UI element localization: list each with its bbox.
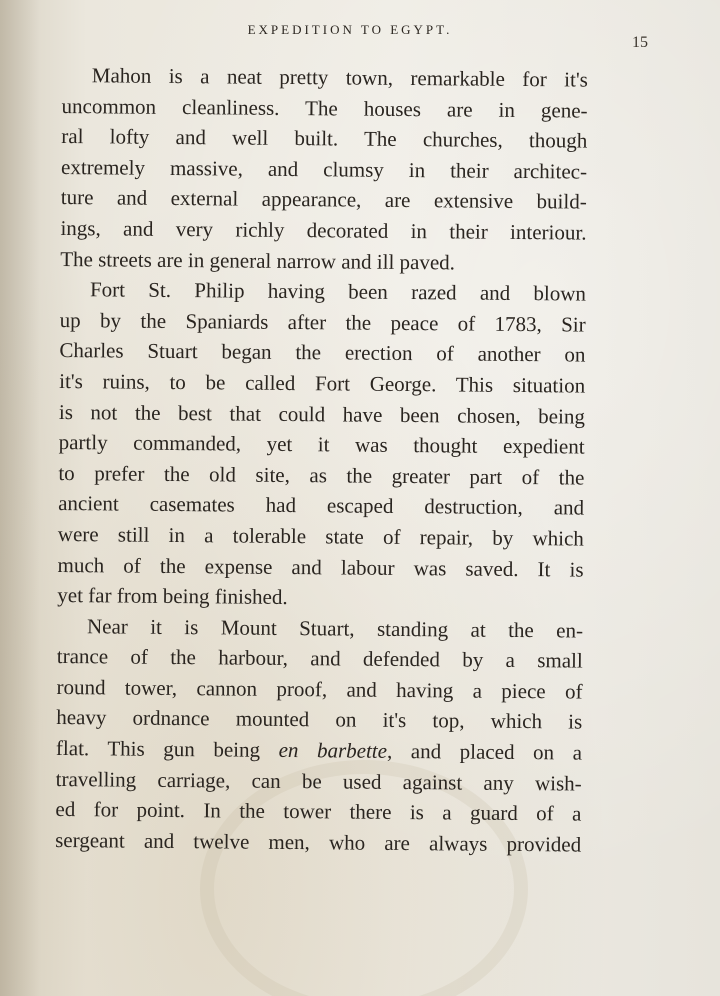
- text-line: it's ruins, to be called Fort George. This situation: [59, 368, 586, 398]
- page-number: 15: [632, 34, 648, 51]
- text-line: is not the best that could have been chosen, being: [58, 399, 586, 429]
- text-segment: flat. This gun being: [55, 736, 279, 762]
- text-line: round tower, cannon proof, and having a piece of: [56, 674, 583, 704]
- text-line: partly commanded, yet it was thought expedient: [58, 430, 585, 459]
- text-segment: , and placed on a: [386, 738, 583, 765]
- text-line: to prefer the old site, as the greater part of the: [58, 460, 585, 490]
- text-line: ings, and very richly decorated in their interiour.: [60, 215, 587, 245]
- text-line: sergeant and twelve men, who are always provided: [55, 827, 582, 857]
- text-line-with-italic: [56, 733, 582, 768]
- text-line: Charles Stuart began the erection of another on: [59, 338, 586, 367]
- text-line: Fort St. Philip having been razed and blown: [89, 277, 587, 306]
- text-line: extremely massive, and clumsy in their architec-: [60, 154, 588, 184]
- text-line: ancient casemates had escaped destruction, and: [58, 491, 585, 520]
- running-head: EXPEDITION TO EGYPT.: [247, 22, 453, 37]
- text-line: heavy ordnance mounted on it's top, which is: [56, 705, 583, 735]
- text-line: uncommon cleanliness. The houses are in gene-: [61, 93, 588, 123]
- text-line: ral lofty and well built. The churches, though: [61, 124, 588, 153]
- italic-phrase: en barbette: [278, 737, 388, 763]
- text-line: yet far from being finished.: [57, 583, 288, 610]
- text-line: Mahon is a neat pretty town, remarkable for it's: [91, 63, 588, 92]
- body-text: [55, 60, 588, 860]
- text-line: trance of the harbour, and defended by a small: [56, 644, 583, 673]
- text-line: travelling carriage, can be used against any wish-: [55, 766, 582, 796]
- text-line: were still in a tolerable state of repair, by which: [57, 521, 584, 551]
- text-line: Near it is Mount Stuart, standing at the en-: [86, 613, 584, 643]
- text-line: much of the expense and labour was saved. It is: [57, 552, 584, 582]
- text-line: ture and external appearance, are extensive build-: [60, 185, 587, 214]
- text-line: The streets are in general narrow and ill paved.: [60, 246, 456, 274]
- text-line: up by the Spaniards after the peace of 1783, Sir: [59, 307, 586, 337]
- binding-shadow: [0, 0, 40, 996]
- text-line: ed for point. In the tower there is a guard of a: [55, 797, 582, 826]
